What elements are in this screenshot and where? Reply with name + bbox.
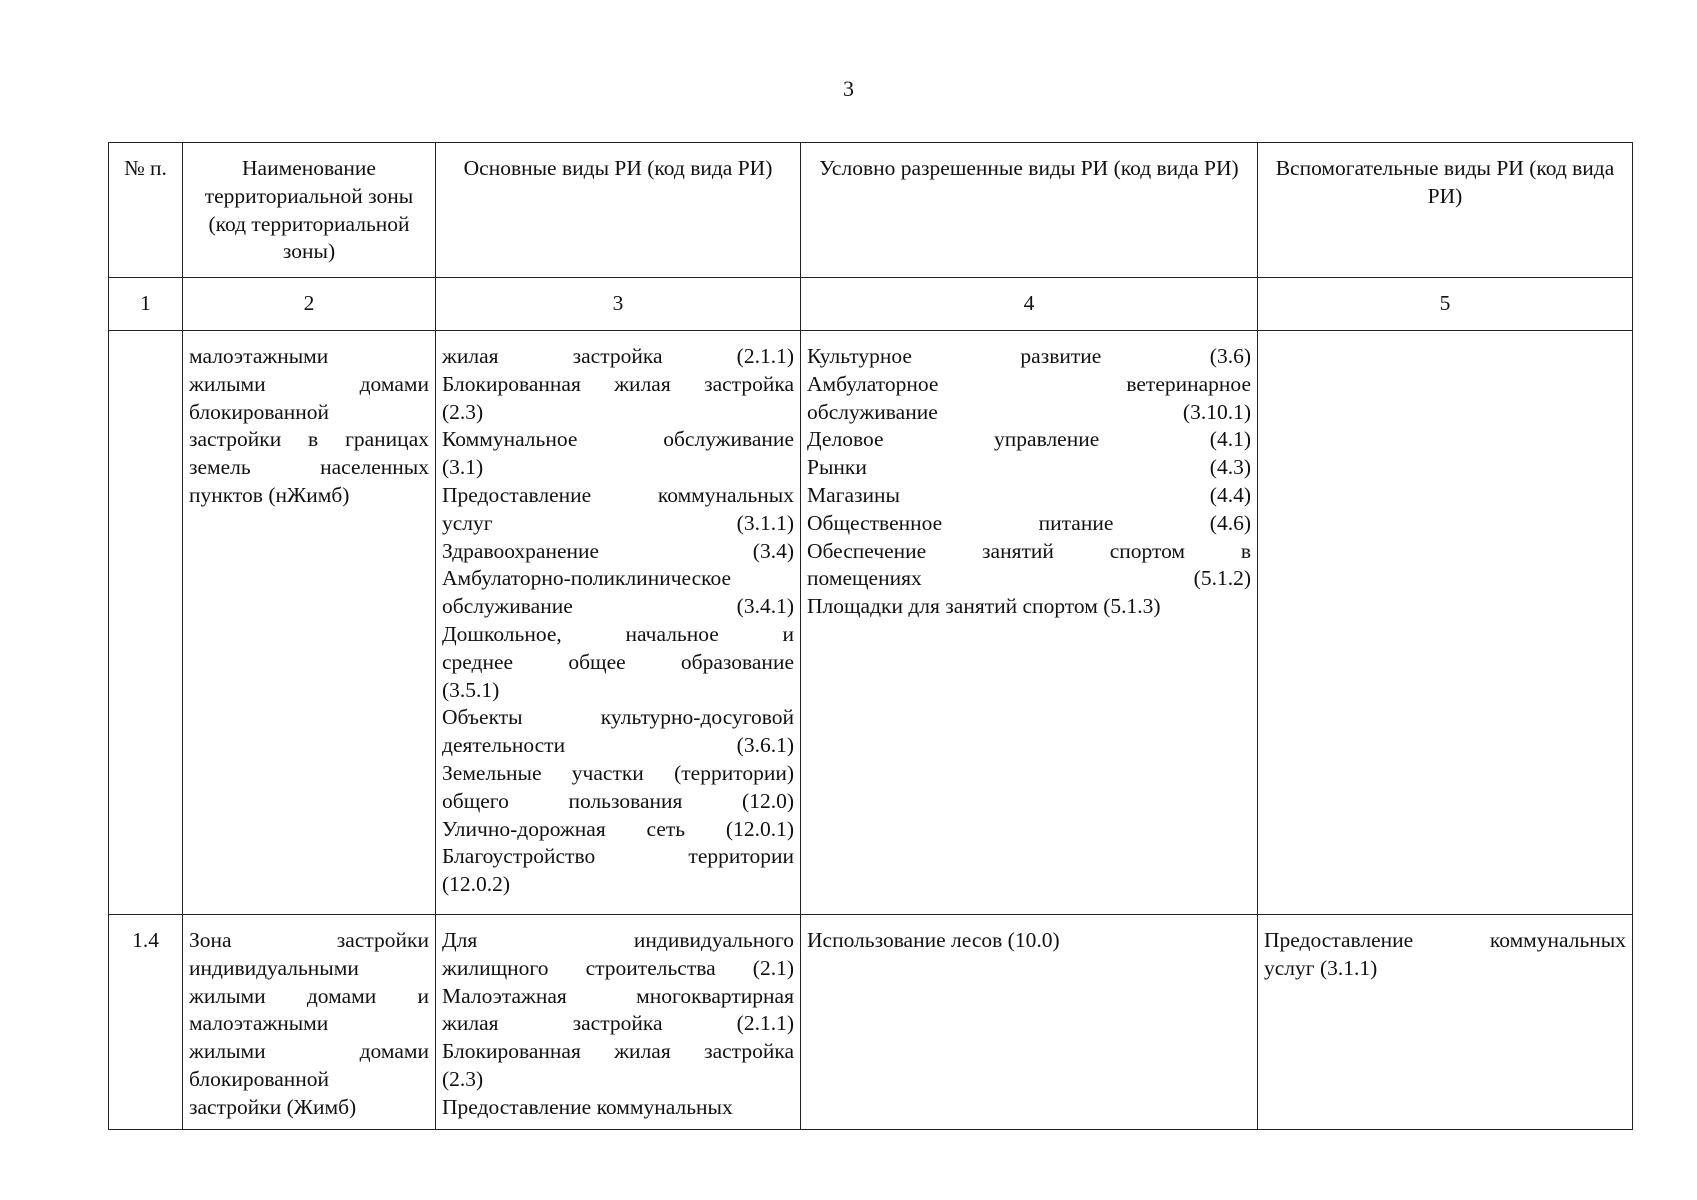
column-number: 5	[1258, 278, 1633, 331]
cell-line: жилищного строительства (2.1)	[442, 955, 794, 980]
cell-line: Предоставление коммунальных	[442, 1094, 733, 1119]
cell-line: Блокированная жилая застройка	[442, 1039, 794, 1064]
column-number-row	[109, 278, 1633, 331]
cell-line: жилая застройка (2.1.1)	[442, 344, 794, 368]
cell-line: Объекты культурно-досуговой	[442, 705, 794, 730]
cell-line: (3.1)	[442, 455, 484, 480]
cell-line: Культурное развитие (3.6)	[807, 344, 1251, 368]
auxiliary-uses-cell	[1258, 915, 1633, 1130]
cell-line: малоэтажными	[189, 344, 329, 368]
cell-line: Рынки (4.3)	[807, 455, 1251, 480]
cell-line: блокированной	[189, 399, 330, 424]
cell-line: Улично-дорожная сеть (12.0.1)	[442, 816, 794, 841]
column-number: 2	[183, 278, 436, 331]
cell-line: (2.3)	[442, 1066, 484, 1091]
cell-line: Деловое управление (4.1)	[807, 427, 1251, 452]
cell-line: Здравоохранение (3.4)	[442, 538, 794, 563]
cell-line: обслуживание (3.10.1)	[807, 399, 1251, 424]
header-auxiliary-uses: Вспомогательные виды РИ (код вида РИ)	[1258, 143, 1633, 278]
header-number: № п.	[109, 143, 183, 278]
cell-line: Амбулаторно-поликлиническое	[442, 566, 732, 591]
cell-line: Амбулаторное ветеринарное	[807, 371, 1251, 396]
header-main-uses: Основные виды РИ (код вида РИ)	[436, 143, 801, 278]
cell-line: пунктов (нЖимб)	[189, 482, 350, 507]
cell-line: Общественное питание (4.6)	[807, 510, 1251, 535]
column-number: 1	[109, 278, 183, 331]
cell-line: Блокированная жилая застройка	[442, 371, 794, 396]
cell-line: индивидуальными	[189, 955, 359, 980]
conditional-uses-cell	[801, 915, 1258, 1130]
cell-line: Площадки для занятий спортом (5.1.3)	[807, 594, 1161, 619]
main-uses-cell	[436, 331, 801, 915]
cell-line: Коммунальное обслуживание	[442, 427, 794, 452]
cell-line: земель населенных	[189, 455, 429, 480]
main-uses-cell	[436, 915, 801, 1130]
cell-line: жилыми домами	[189, 371, 429, 396]
cell-line: помещениях (5.1.2)	[807, 566, 1251, 591]
table-row	[109, 331, 1633, 915]
row-number: 1.4	[109, 915, 183, 1130]
cell-line: обслуживание (3.4.1)	[442, 594, 794, 619]
cell-line: Предоставление коммунальных	[1264, 928, 1626, 952]
cell-line: (2.3)	[442, 399, 484, 424]
cell-line: Дошкольное, начальное и	[442, 621, 794, 646]
cell-line: среднее общее образование	[442, 649, 794, 674]
table-row	[109, 915, 1633, 1130]
cell-line: жилыми домами и	[189, 983, 429, 1008]
cell-line: Малоэтажная многоквартирная	[442, 983, 794, 1008]
cell-line: жилая застройка (2.1.1)	[442, 1011, 794, 1036]
cell-line: Предоставление коммунальных	[442, 482, 794, 507]
cell-line: блокированной	[189, 1066, 330, 1091]
zone-name-cell	[183, 915, 436, 1130]
column-number: 3	[436, 278, 801, 331]
cell-line: (3.5.1)	[442, 677, 500, 702]
row-number	[109, 331, 183, 915]
cell-line: деятельности (3.6.1)	[442, 733, 794, 758]
column-number: 4	[801, 278, 1258, 331]
cell-line: застройки в границах	[189, 427, 429, 452]
auxiliary-uses-cell	[1258, 331, 1633, 915]
cell-line: Обеспечение занятий спортом в	[807, 538, 1251, 563]
cell-line: жилыми домами	[189, 1039, 429, 1064]
cell-line: застройки (Жимб)	[189, 1094, 357, 1119]
cell-line: малоэтажными	[189, 1011, 329, 1036]
cell-line: (12.0.2)	[442, 872, 511, 897]
cell-line: Магазины (4.4)	[807, 482, 1251, 507]
cell-line: Зона застройки	[189, 928, 429, 952]
cell-line: Благоустройство территории	[442, 844, 794, 869]
cell-line: Для индивидуального	[442, 928, 794, 952]
header-row	[109, 143, 1633, 278]
cell-line: Использование лесов (10.0)	[807, 928, 1060, 952]
page-number: 3	[843, 76, 854, 101]
cell-line: общего пользования (12.0)	[442, 788, 794, 813]
zone-name-cell	[183, 331, 436, 915]
header-zone-name: Наименование территориальной зоны (код территориальной зоны)	[183, 143, 436, 278]
land-use-table	[108, 142, 1633, 1130]
cell-line: Земельные участки (территории)	[442, 760, 794, 785]
cell-line: услуг (3.1.1)	[442, 510, 794, 535]
conditional-uses-cell	[801, 331, 1258, 915]
header-conditional-uses: Условно разрешенные виды РИ (код вида РИ)	[801, 143, 1258, 278]
cell-line: услуг (3.1.1)	[1264, 955, 1378, 980]
